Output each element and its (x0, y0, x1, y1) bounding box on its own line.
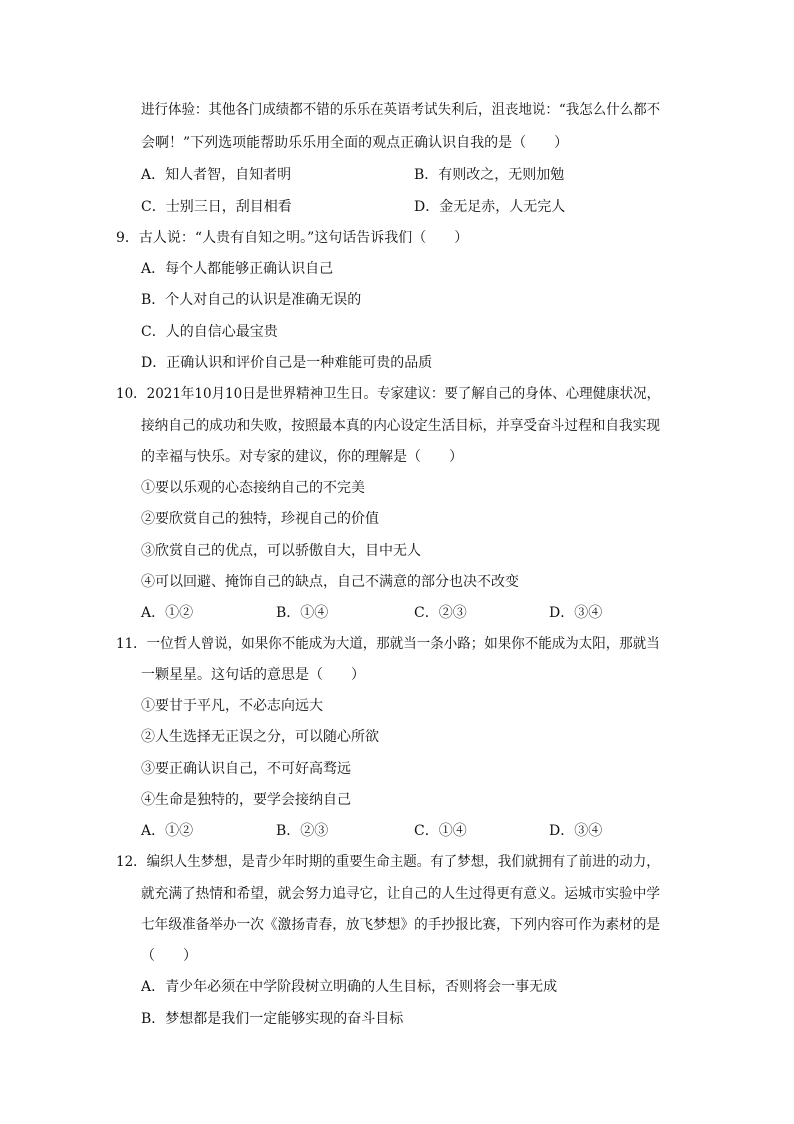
q10-statement-3: ③欣赏自己的优点，可以骄傲自大，目中无人 (141, 543, 421, 559)
q9-option-a: A．每个人都能够正确认识自己 (141, 261, 334, 277)
q9-stem: 9．古人说：“人贵有自知之明。”这句话告诉我们（ ） (116, 230, 469, 246)
q11-stem-line2: 一颗星星。这句话的意思是（ ） (141, 667, 365, 683)
q8-option-a: A．知人者智，自知者明 (141, 167, 292, 183)
q10-statement-4: ④可以回避、掩饰自己的缺点，自己不满意的部分也决不改变 (141, 574, 519, 590)
q10-option-c: C．②③ (414, 605, 467, 621)
q11-option-c: C．①④ (414, 823, 467, 839)
q11-statement-3: ③要正确认识自己，不可好高骛远 (141, 761, 351, 777)
q11-option-b: B．②③ (276, 823, 329, 839)
q12-option-b: B．梦想都是我们一定能够实现的奋斗目标 (141, 1011, 404, 1027)
q10-statement-1: ①要以乐观的心态接纳自己的不完美 (141, 480, 365, 496)
q10-stem-line3: 的幸福与快乐。对专家的建议，你的理解是（ ） (141, 449, 463, 465)
q9-option-d: D．正确认识和评价自己是一种难能可贵的品质 (141, 355, 433, 371)
q9-option-c: C．人的自信心最宝贵 (141, 324, 278, 340)
q8-option-b: B．有则改之，无则加勉 (414, 167, 565, 183)
q8-option-c: C．士别三日，刮目相看 (141, 199, 292, 215)
q8-option-d: D．金无足赤，人无完人 (414, 199, 566, 215)
q8-stem-line2: 会啊！”下列选项能帮助乐乐用全面的观点正确认识自我的是（ ） (141, 135, 569, 151)
q11-statement-2: ②人生选择无正误之分，可以随心所欲 (141, 729, 379, 745)
q11-option-d: D．③④ (549, 823, 603, 839)
q12-stem-line4: （ ） (141, 948, 197, 964)
q12-stem-line3: 七年级准备举办一次《激扬青春，放飞梦想》的手抄报比赛，下列内容可作为素材的是 (141, 917, 661, 933)
q10-stem-line2: 接纳自己的成功和失败，按照最本真的内心设定生活目标，并享受奋斗过程和自我实现 (141, 418, 661, 434)
q12-option-a: A．青少年必须在中学阶段树立明确的人生目标，否则将会一事无成 (141, 979, 558, 995)
q11-stem-line1: 11．一位哲人曾说，如果你不能成为大道，那就当一条小路；如果你不能成为太阳，那就当 (116, 636, 660, 652)
q10-option-d: D．③④ (549, 605, 603, 621)
q12-stem-line2: 就充满了热情和希望，就会努力追寻它，让自己的人生过得更有意义。运城市实验中学 (141, 886, 661, 902)
q9-option-b: B．个人对自己的认识是准确无误的 (141, 292, 362, 308)
q11-option-a: A．①② (141, 823, 194, 839)
q11-statement-4: ④生命是独特的，要学会接纳自己 (141, 792, 351, 808)
q8-stem-line1: 进行体验：其他各门成绩都不错的乐乐在英语考试失利后，沮丧地说：“我怎么什么都不 (141, 102, 661, 118)
q10-option-b: B．①④ (276, 605, 329, 621)
q10-stem-line1: 10．2021年10月10日是世界精神卫生日。专家建议：要了解自己的身体、心理健康状况， (116, 386, 661, 402)
q12-stem-line1: 12．编织人生梦想，是青少年时期的重要生命主题。有了梦想，我们就拥有了前进的动力， (116, 854, 660, 870)
q10-statement-2: ②要欣赏自己的独特，珍视自己的价值 (141, 511, 379, 527)
q10-option-a: A．①② (141, 605, 194, 621)
q11-statement-1: ①要甘于平凡，不必志向远大 (141, 698, 323, 714)
